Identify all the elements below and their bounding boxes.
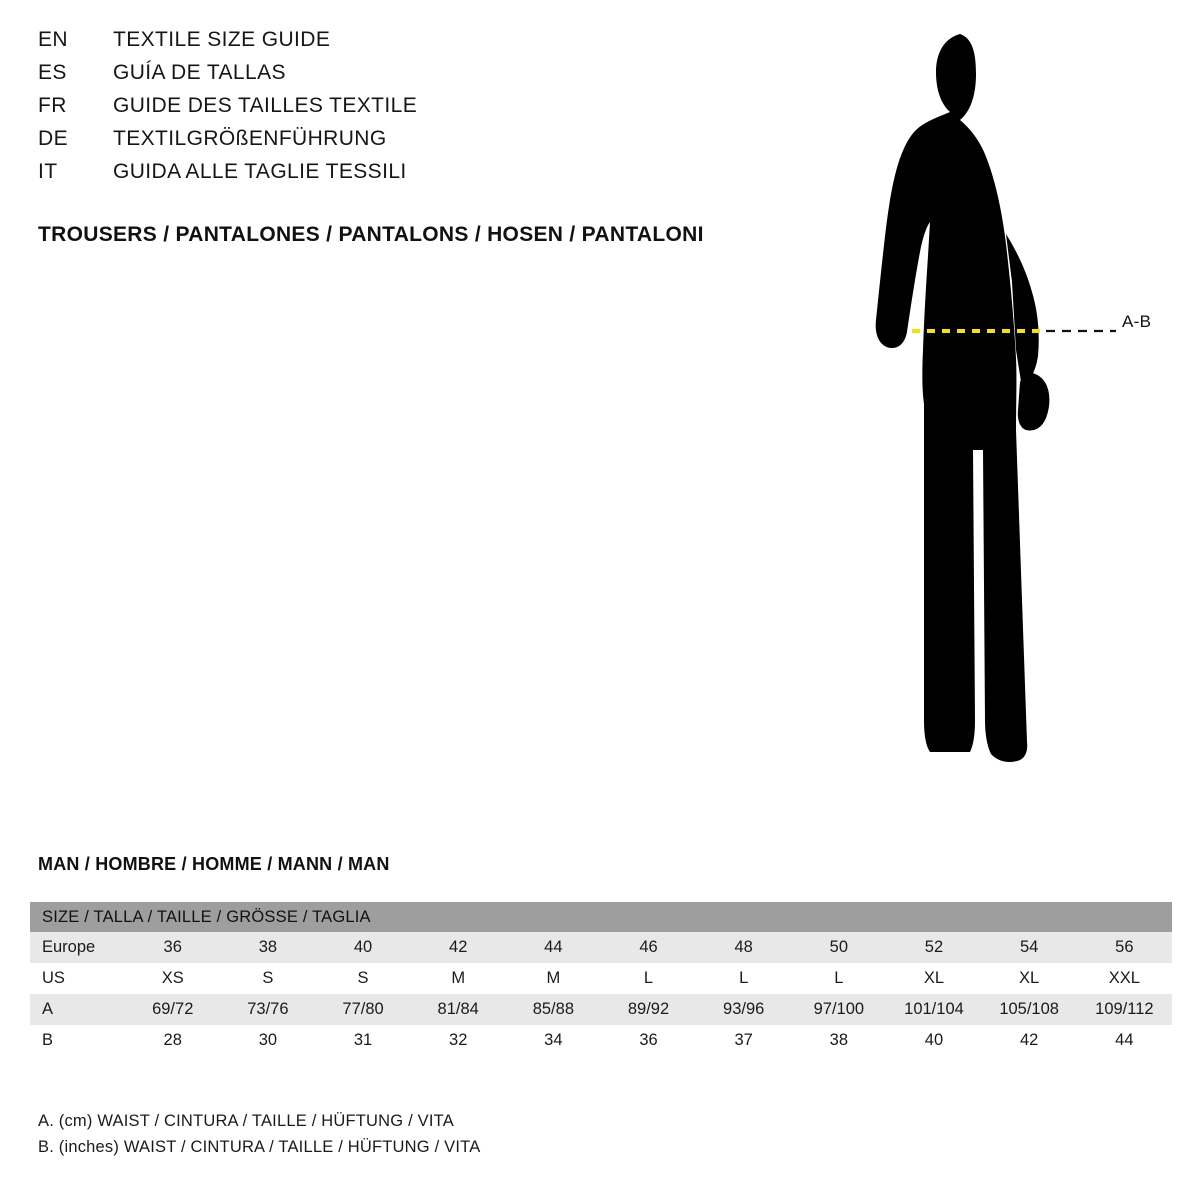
language-title: GUIDE DES TAILLES TEXTILE <box>113 94 418 117</box>
table-cell: 81/84 <box>411 994 506 1025</box>
footnote-list <box>38 1108 838 1160</box>
table-cell: 36 <box>601 1025 696 1056</box>
table-cell: 46 <box>601 932 696 963</box>
table-cell: 101/104 <box>886 994 981 1025</box>
table-cell: 31 <box>315 1025 410 1056</box>
table-cell: 54 <box>982 932 1077 963</box>
table-cell: 42 <box>982 1025 1077 1056</box>
table-cell: 38 <box>791 1025 886 1056</box>
garment-title: TROUSERS / PANTALONES / PANTALONS / HOSEN / PANTALONI <box>38 223 704 246</box>
table-cell: 89/92 <box>601 994 696 1025</box>
table-cell: 34 <box>506 1025 601 1056</box>
table-cell: XS <box>125 963 220 994</box>
table-cell: XL <box>886 963 981 994</box>
language-title: GUIDA ALLE TAGLIE TESSILI <box>113 160 407 183</box>
table-cell: M <box>506 963 601 994</box>
table-cell: L <box>601 963 696 994</box>
gender-section-label: MAN / HOMBRE / HOMME / MANN / MAN <box>38 854 390 874</box>
table-cell: 85/88 <box>506 994 601 1025</box>
table-cell: 40 <box>315 932 410 963</box>
language-code: EN <box>38 28 68 51</box>
table-cell: 44 <box>1077 1025 1172 1056</box>
footnote-b: B. (inches) WAIST / CINTURA / TAILLE / HÜFTUNG / VITA <box>38 1138 481 1156</box>
size-table <box>30 902 1172 1056</box>
table-header-row <box>30 902 1172 932</box>
size-table-wrapper <box>30 902 1172 1056</box>
language-row <box>38 160 798 193</box>
table-cell: 73/76 <box>220 994 315 1025</box>
table-cell: 30 <box>220 1025 315 1056</box>
table-cell: 97/100 <box>791 994 886 1025</box>
table-cell: 42 <box>411 932 506 963</box>
table-cell: L <box>696 963 791 994</box>
table-cell: 40 <box>886 1025 981 1056</box>
table-cell: 36 <box>125 932 220 963</box>
table-row <box>30 994 1172 1025</box>
row-label: Europe <box>30 932 125 963</box>
table-cell: XXL <box>1077 963 1172 994</box>
language-list <box>38 28 798 193</box>
table-cell: 77/80 <box>315 994 410 1025</box>
table-header-cell: SIZE / TALLA / TAILLE / GRÖSSE / TAGLIA <box>30 902 1172 932</box>
language-title: TEXTILGRÖßENFÜHRUNG <box>113 127 387 150</box>
man-silhouette-shape <box>876 34 1028 762</box>
language-title: GUÍA DE TALLAS <box>113 61 286 84</box>
table-cell: S <box>315 963 410 994</box>
table-cell: 37 <box>696 1025 791 1056</box>
table-cell: M <box>411 963 506 994</box>
footnote-a: A. (cm) WAIST / CINTURA / TAILLE / HÜFTUNG / VITA <box>38 1112 454 1130</box>
table-cell: 52 <box>886 932 981 963</box>
table-cell: 56 <box>1077 932 1172 963</box>
table-row <box>30 963 1172 994</box>
table-cell: 44 <box>506 932 601 963</box>
row-label: B <box>30 1025 125 1056</box>
language-title: TEXTILE SIZE GUIDE <box>113 28 331 51</box>
language-row <box>38 61 798 94</box>
language-code: FR <box>38 94 67 117</box>
table-cell: 48 <box>696 932 791 963</box>
table-cell: 32 <box>411 1025 506 1056</box>
table-cell: 109/112 <box>1077 994 1172 1025</box>
language-row <box>38 127 798 160</box>
table-cell: XL <box>982 963 1077 994</box>
table-row <box>30 932 1172 963</box>
row-label: US <box>30 963 125 994</box>
table-cell: 93/96 <box>696 994 791 1025</box>
language-row <box>38 94 798 127</box>
table-cell: 38 <box>220 932 315 963</box>
table-cell: S <box>220 963 315 994</box>
table-row <box>30 1025 1172 1056</box>
language-row <box>38 28 798 61</box>
figure-illustration <box>820 20 1180 790</box>
language-code: IT <box>38 160 58 183</box>
table-cell: 50 <box>791 932 886 963</box>
table-cell: 69/72 <box>125 994 220 1025</box>
table-cell: 28 <box>125 1025 220 1056</box>
table-cell: 105/108 <box>982 994 1077 1025</box>
language-code: DE <box>38 127 68 150</box>
waist-callout-label: A-B <box>1122 312 1152 331</box>
row-label: A <box>30 994 125 1025</box>
language-code: ES <box>38 61 67 84</box>
table-cell: L <box>791 963 886 994</box>
